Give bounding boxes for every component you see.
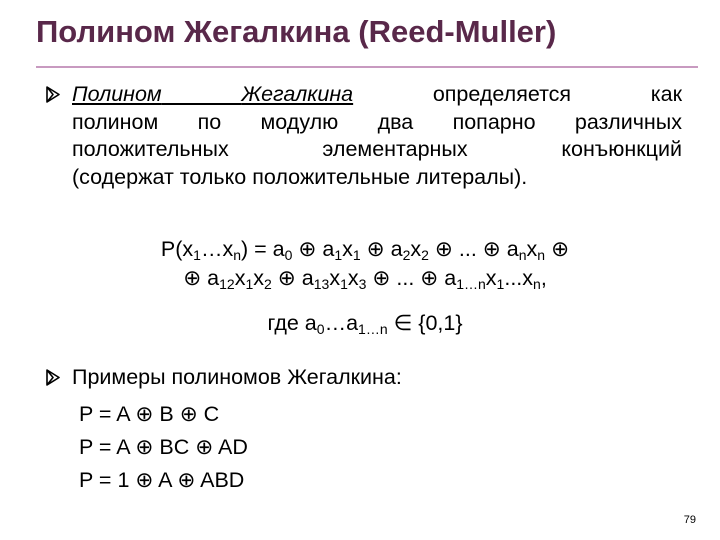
- arrow-bullet-icon: [44, 364, 62, 391]
- example-2: P = A ⊕ BC ⊕ AD: [79, 435, 248, 459]
- definition-line4: (содержат только положительные литералы).: [72, 164, 528, 189]
- example-3: P = 1 ⊕ A ⊕ ABD: [79, 468, 245, 492]
- example-1: P = A ⊕ B ⊕ C: [79, 402, 220, 426]
- term-zhegalkin: Жегалкина: [241, 82, 354, 106]
- definition-line1: определяется как: [432, 82, 682, 106]
- bullet-definition: [44, 81, 682, 191]
- bullet-examples: [44, 364, 684, 392]
- formula-line3: где $a_0\dots a_{1\dots n}$ ∈ {0,1}: [267, 311, 463, 337]
- examples-heading: Примеры полиномов Жегалкина:: [72, 365, 402, 389]
- definition-line2: полином по модулю два попарно различных: [72, 109, 682, 134]
- formula-line1: $P(x_1\dots x_n) = a_0$ ⊕ $a_1x_1$ ⊕ $a_2x_2$ ⊕ ... ⊕ $a_nx_n$ ⊕: [160, 237, 570, 263]
- term-polynom: Полином: [72, 82, 162, 106]
- title-divider: [36, 66, 698, 68]
- arrow-bullet-icon: [44, 81, 62, 108]
- definition-line3: положительных элементарных конъюнкций: [72, 137, 682, 161]
- slide-title: Полином Жегалкина (Reed-Muller): [36, 14, 557, 49]
- formula-line2: ⊕ $a_{12}x_1x_2$ ⊕ $a_{13}x_1x_3$ ⊕ ... ⊕ $a_{1\dots n}x_1...x_n$,: [183, 266, 547, 292]
- page-number: 79: [683, 514, 696, 526]
